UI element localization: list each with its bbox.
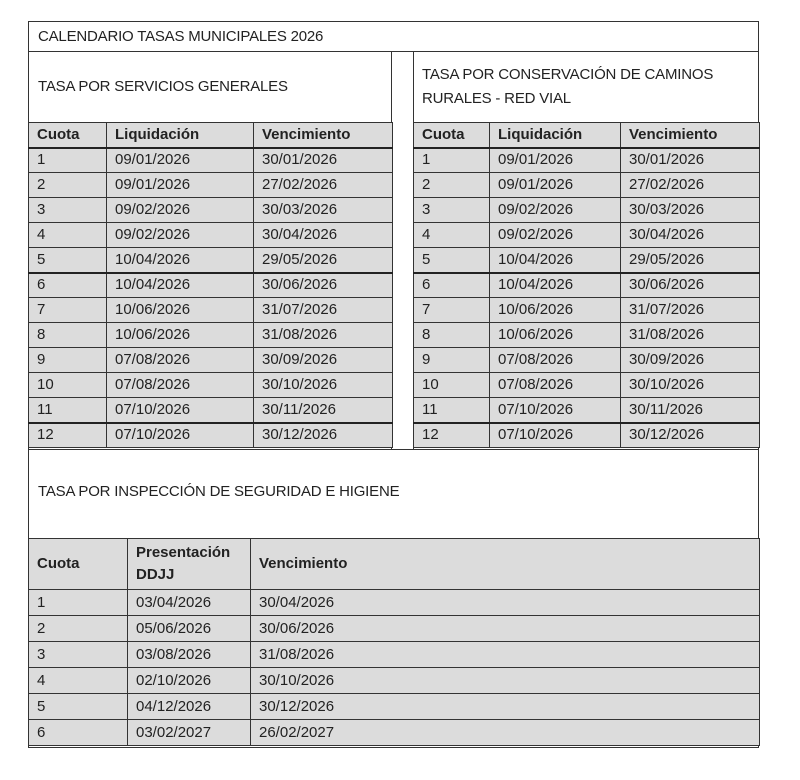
vencimiento-cell: 29/05/2026 (621, 248, 760, 273)
vencimiento-cell: 30/09/2026 (621, 348, 760, 373)
vencimiento-cell: 30/01/2026 (621, 148, 760, 173)
cuota-cell: 4 (414, 223, 490, 248)
table-row (29, 198, 393, 223)
table-row (29, 616, 760, 642)
vencimiento-cell: 30/10/2026 (621, 373, 760, 398)
liquidacion-cell: 07/08/2026 (107, 348, 254, 373)
vencimiento-cell: 30/03/2026 (621, 198, 760, 223)
liquidacion-cell: 07/10/2026 (490, 398, 621, 423)
liquidacion-cell: 10/06/2026 (107, 298, 254, 323)
table-row (29, 398, 393, 423)
vencimiento-cell: 31/07/2026 (254, 298, 393, 323)
header-vencimiento: Vencimiento (621, 123, 760, 148)
cuota-cell: 1 (29, 148, 107, 173)
table-servicios-generales (28, 122, 393, 448)
liquidacion-cell: 10/04/2026 (490, 248, 621, 273)
cuota-cell: 11 (29, 398, 107, 423)
cuota-cell: 6 (29, 273, 107, 298)
presentacion-cell: 03/08/2026 (128, 642, 251, 668)
table-row (414, 223, 760, 248)
table-row (414, 298, 760, 323)
liquidacion-cell: 09/01/2026 (107, 173, 254, 198)
cuota-cell: 12 (29, 423, 107, 448)
cuota-cell: 2 (414, 173, 490, 198)
cuota-cell: 8 (29, 323, 107, 348)
table-row (414, 348, 760, 373)
vencimiento-cell: 30/04/2026 (251, 590, 760, 616)
vencimiento-cell: 31/08/2026 (251, 642, 760, 668)
vencimiento-cell: 27/02/2026 (621, 173, 760, 198)
table-row (414, 323, 760, 348)
table-row (29, 694, 760, 720)
presentacion-cell: 02/10/2026 (128, 668, 251, 694)
header-ddjj: DDJJ (136, 566, 175, 583)
vencimiento-cell: 31/08/2026 (621, 323, 760, 348)
liquidacion-cell: 10/04/2026 (490, 273, 621, 298)
cuota-cell: 9 (29, 348, 107, 373)
table-header-row (29, 539, 760, 590)
vencimiento-cell: 27/02/2026 (254, 173, 393, 198)
table-row (29, 668, 760, 694)
table-row (29, 720, 760, 746)
table-row (414, 148, 760, 173)
liquidacion-cell: 09/01/2026 (490, 148, 621, 173)
presentacion-cell: 03/04/2026 (128, 590, 251, 616)
cuota-cell: 8 (414, 323, 490, 348)
cuota-cell: 3 (414, 198, 490, 223)
section-heading-red-vial (413, 52, 758, 123)
table-row (414, 398, 760, 423)
liquidacion-cell: 10/04/2026 (107, 248, 254, 273)
liquidacion-cell: 10/06/2026 (490, 298, 621, 323)
header-liquidacion: Liquidación (107, 123, 254, 148)
table-row (29, 148, 393, 173)
cuota-cell: 10 (414, 373, 490, 398)
table-row (29, 642, 760, 668)
cuota-cell: 5 (414, 248, 490, 273)
liquidacion-cell: 09/02/2026 (490, 223, 621, 248)
cuota-cell: 3 (29, 642, 128, 668)
cuota-cell: 7 (29, 298, 107, 323)
table-row (414, 198, 760, 223)
header-vencimiento: Vencimiento (254, 123, 393, 148)
section-title-line1: TASA POR CONSERVACIÓN DE CAMINOS (422, 66, 714, 83)
table-row (29, 298, 393, 323)
cuota-cell: 4 (29, 223, 107, 248)
table-row (414, 273, 760, 298)
presentacion-cell: 03/02/2027 (128, 720, 251, 746)
vencimiento-cell: 30/11/2026 (254, 398, 393, 423)
liquidacion-cell: 07/10/2026 (107, 423, 254, 448)
vencimiento-cell: 30/04/2026 (254, 223, 393, 248)
table-seguridad-higiene (28, 538, 760, 746)
cuota-cell: 4 (29, 668, 128, 694)
table-row (29, 273, 393, 298)
liquidacion-cell: 07/08/2026 (490, 348, 621, 373)
vencimiento-cell: 30/01/2026 (254, 148, 393, 173)
table-header-row (29, 123, 393, 148)
section-heading-servicios-generales (29, 52, 392, 123)
vencimiento-cell: 29/05/2026 (254, 248, 393, 273)
cuota-cell: 1 (29, 590, 128, 616)
table-row (29, 248, 393, 273)
page-title: CALENDARIO TASAS MUNICIPALES 2026 (29, 22, 758, 52)
liquidacion-cell: 10/06/2026 (107, 323, 254, 348)
vencimiento-cell: 30/10/2026 (251, 668, 760, 694)
table-row (414, 248, 760, 273)
vencimiento-cell: 30/04/2026 (621, 223, 760, 248)
vencimiento-cell: 30/12/2026 (254, 423, 393, 448)
vencimiento-cell: 30/06/2026 (251, 616, 760, 642)
table-row (29, 373, 393, 398)
cuota-cell: 5 (29, 694, 128, 720)
liquidacion-cell: 09/01/2026 (490, 173, 621, 198)
cuota-cell: 7 (414, 298, 490, 323)
vencimiento-cell: 31/07/2026 (621, 298, 760, 323)
cuota-cell: 10 (29, 373, 107, 398)
cuota-cell: 6 (414, 273, 490, 298)
liquidacion-cell: 09/01/2026 (107, 148, 254, 173)
liquidacion-cell: 10/06/2026 (490, 323, 621, 348)
vencimiento-cell: 30/11/2026 (621, 398, 760, 423)
liquidacion-cell: 09/02/2026 (107, 223, 254, 248)
section-title-line2: RURALES - RED VIAL (422, 90, 571, 107)
cuota-cell: 3 (29, 198, 107, 223)
cuota-cell: 6 (29, 720, 128, 746)
vencimiento-cell: 31/08/2026 (254, 323, 393, 348)
vencimiento-cell: 30/03/2026 (254, 198, 393, 223)
header-presentacion: Presentación (136, 544, 231, 561)
liquidacion-cell: 07/08/2026 (107, 373, 254, 398)
vencimiento-cell: 30/06/2026 (254, 273, 393, 298)
cuota-cell: 1 (414, 148, 490, 173)
vencimiento-cell: 30/06/2026 (621, 273, 760, 298)
liquidacion-cell: 07/10/2026 (490, 423, 621, 448)
table-row (414, 173, 760, 198)
liquidacion-cell: 07/10/2026 (107, 398, 254, 423)
vencimiento-cell: 30/12/2026 (251, 694, 760, 720)
table-header-row (414, 123, 760, 148)
vencimiento-cell: 30/12/2026 (621, 423, 760, 448)
table-row (414, 423, 760, 448)
cuota-cell: 11 (414, 398, 490, 423)
liquidacion-cell: 09/02/2026 (107, 198, 254, 223)
presentacion-cell: 04/12/2026 (128, 694, 251, 720)
header-cuota: Cuota (29, 539, 128, 590)
table-row (29, 173, 393, 198)
cuota-cell: 12 (414, 423, 490, 448)
vencimiento-cell: 26/02/2027 (251, 720, 760, 746)
cuota-cell: 2 (29, 616, 128, 642)
cuota-cell: 9 (414, 348, 490, 373)
cuota-cell: 2 (29, 173, 107, 198)
header-liquidacion: Liquidación (490, 123, 621, 148)
tax-calendar-sheet (28, 21, 759, 748)
liquidacion-cell: 10/04/2026 (107, 273, 254, 298)
section-title: TASA POR INSPECCIÓN DE SEGURIDAD E HIGIENE (38, 483, 400, 500)
table-row (29, 348, 393, 373)
table-row (29, 590, 760, 616)
presentacion-cell: 05/06/2026 (128, 616, 251, 642)
table-row (414, 373, 760, 398)
table-row (29, 423, 393, 448)
header-cuota: Cuota (29, 123, 107, 148)
table-row (29, 323, 393, 348)
header-presentacion-ddjj (128, 539, 251, 590)
vencimiento-cell: 30/10/2026 (254, 373, 393, 398)
table-row (29, 223, 393, 248)
header-vencimiento: Vencimiento (251, 539, 760, 590)
cuota-cell: 5 (29, 248, 107, 273)
section-heading-seguridad-higiene (29, 449, 758, 539)
vencimiento-cell: 30/09/2026 (254, 348, 393, 373)
section-title: TASA POR SERVICIOS GENERALES (38, 78, 288, 95)
header-cuota: Cuota (414, 123, 490, 148)
column-spacer (391, 52, 414, 449)
liquidacion-cell: 09/02/2026 (490, 198, 621, 223)
table-red-vial (413, 122, 760, 448)
liquidacion-cell: 07/08/2026 (490, 373, 621, 398)
